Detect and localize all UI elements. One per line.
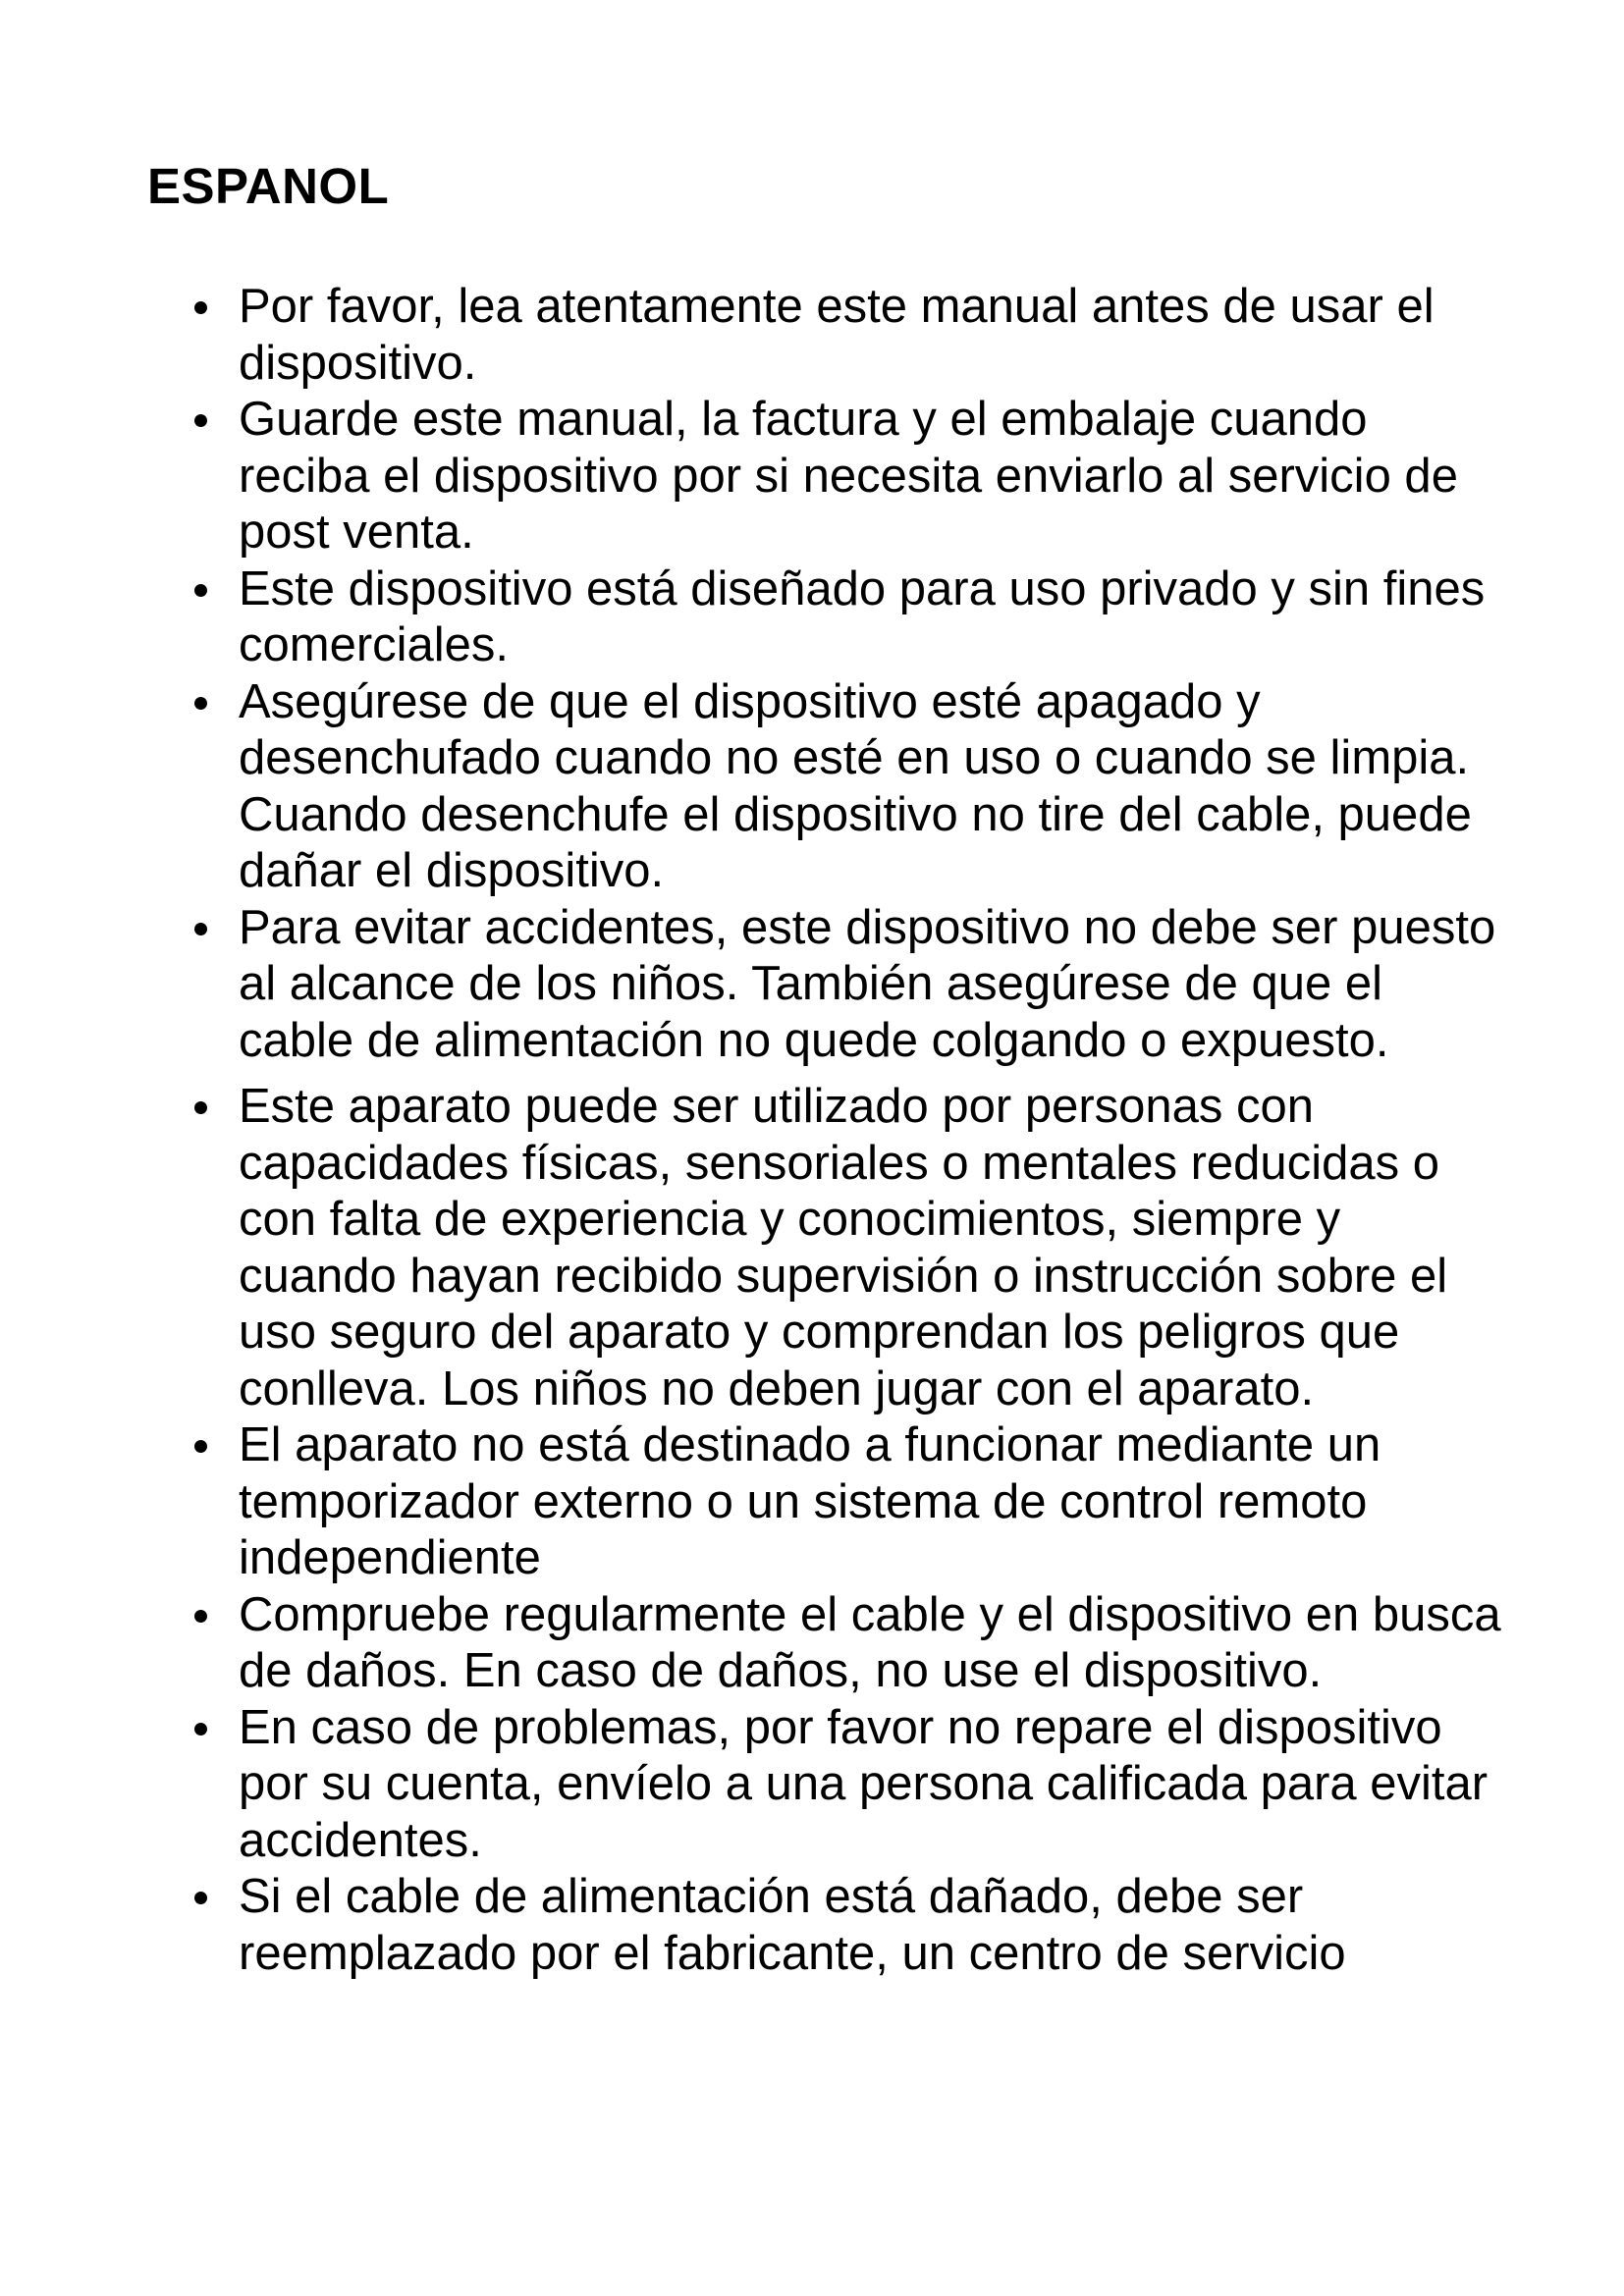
bullet-icon bbox=[194, 414, 207, 427]
bullet-icon bbox=[194, 1101, 207, 1114]
bullet-icon bbox=[194, 1723, 207, 1735]
list-item-text: En caso de problemas, por favor no repare el dispositivo por su cuenta, envíelo a una persona calificada para evitar accidentes. bbox=[239, 1700, 1489, 1867]
list-item-text: Este aparato puede ser utilizado por personas con capacidades físicas, sensoriales o mentales reducidas o con falta de experiencia y conocimientos, siempre y cuando hayan recibido supervisión o instrucción sobre el uso seguro del aparato y comprendan los peligros que conlleva. Los niños no deben jugar con el aparato. bbox=[239, 1080, 1448, 1415]
list-item bbox=[239, 279, 1505, 392]
list-item-text: Guarde este manual, la factura y el embalaje cuando reciba el dispositivo por si necesita enviarlo al servicio de post venta. bbox=[239, 393, 1458, 559]
list-item bbox=[239, 392, 1505, 561]
list-item bbox=[239, 1700, 1505, 1870]
list-item-text: Este dispositivo está diseñado para uso privado y sin fines comerciales. bbox=[239, 561, 1486, 671]
bullet-icon bbox=[194, 1440, 207, 1453]
list-item bbox=[239, 900, 1505, 1070]
section-heading: ESPANOL bbox=[147, 158, 390, 214]
list-item-text: Asegúrese de que el dispositivo esté apagado y desenchufado cuando no esté en uso o cuando se limpia. Cuando desenchufe el dispositivo no tire del cable, puede dañar el dispositivo. bbox=[239, 674, 1472, 897]
list-item-text: Por favor, lea atentamente este manual antes de usar el dispositivo. bbox=[239, 280, 1435, 390]
bullet-icon bbox=[194, 1892, 207, 1904]
list-item bbox=[239, 674, 1505, 900]
list-item-text: Si el cable de alimentación está dañado, debe ser reemplazado por el fabricante, un centro de servicio bbox=[239, 1870, 1346, 1980]
bullet-icon bbox=[194, 923, 207, 935]
bullet-icon bbox=[194, 697, 207, 710]
list-item bbox=[239, 1079, 1505, 1417]
bullet-icon bbox=[194, 584, 207, 597]
list-item bbox=[239, 1587, 1505, 1700]
instruction-list bbox=[239, 279, 1505, 1982]
list-item-text: Compruebe regularmente el cable y el dispositivo en busca de daños. En caso de daños, no use el dispositivo. bbox=[239, 1587, 1501, 1697]
bullet-icon bbox=[194, 301, 207, 314]
list-item-text: El aparato no está destinado a funcionar mediante un temporizador externo o un sistema de control remoto independiente bbox=[239, 1418, 1381, 1584]
list-item bbox=[239, 561, 1505, 674]
bullet-icon bbox=[194, 1610, 207, 1623]
list-item bbox=[239, 1417, 1505, 1587]
list-item-text: Para evitar accidentes, este dispositivo no debe ser puesto al alcance de los niños. También asegúrese de que el cable de alimentación no quede colgando o expuesto. bbox=[239, 900, 1496, 1067]
list-item bbox=[239, 1869, 1505, 1982]
